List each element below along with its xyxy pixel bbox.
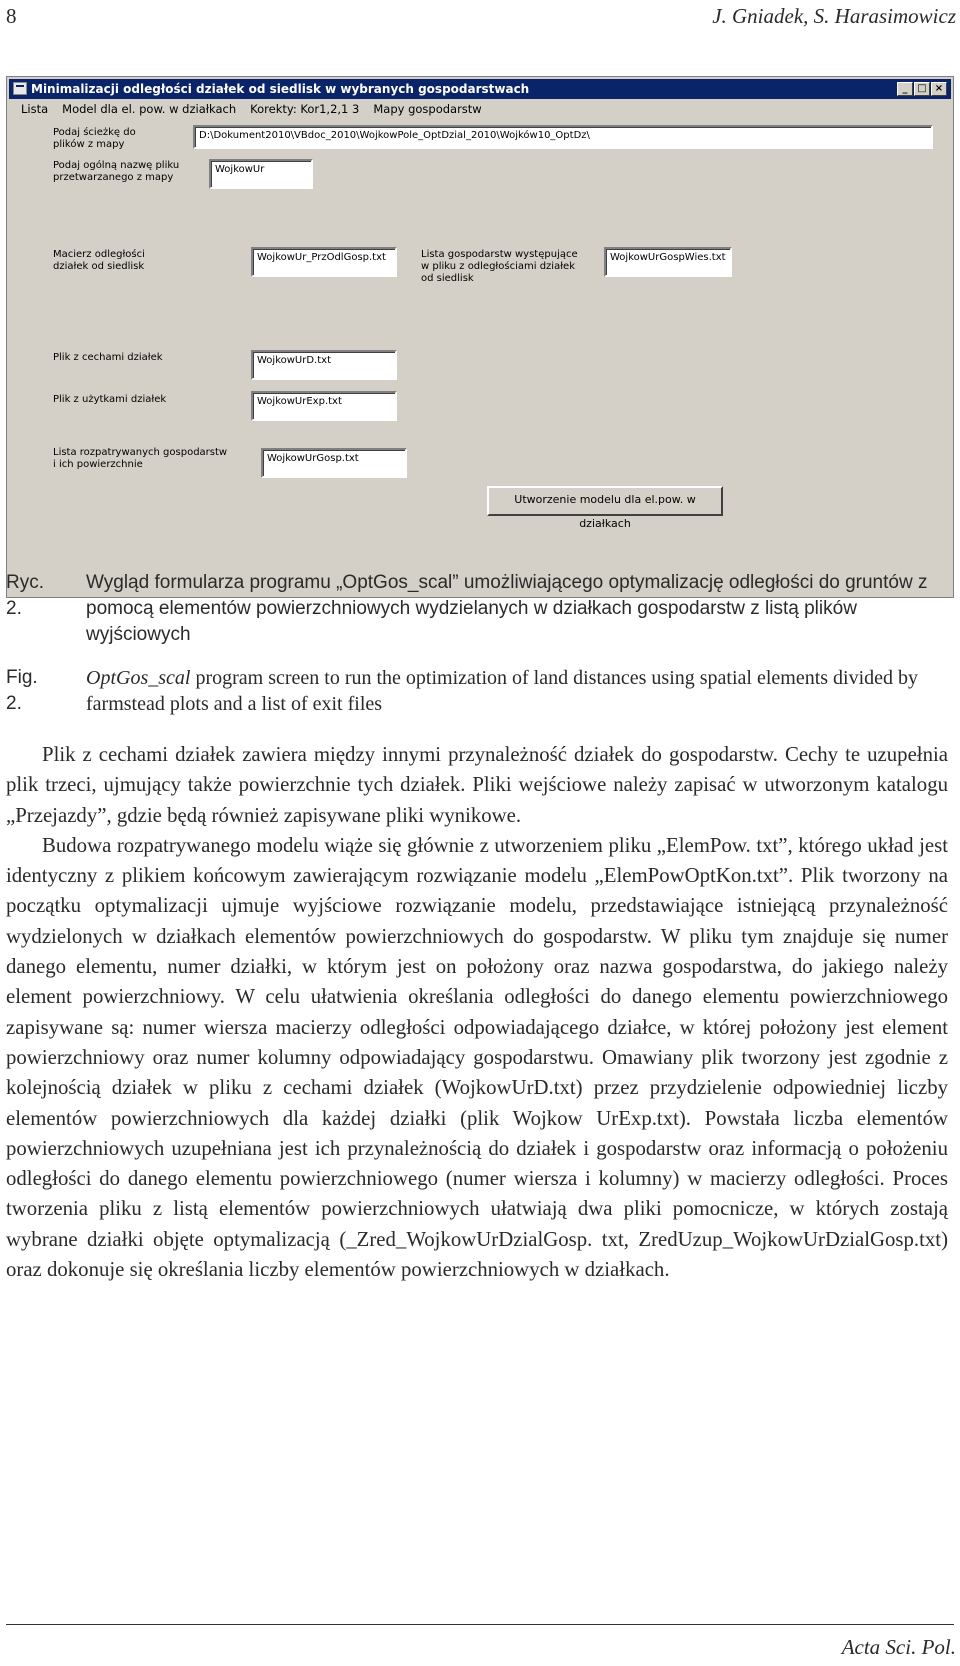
window-titlebar [9,79,951,99]
window-controls [897,82,947,96]
considered-input[interactable]: WojkowUrGosp.txt [261,448,407,478]
page-number: 8 [6,4,17,28]
caption-text-en-wrapper [86,665,952,717]
caption-program-name: OptGos_scal [86,667,191,689]
minimize-button[interactable]: _ [897,82,913,96]
close-button[interactable]: × [931,82,947,96]
maximize-button[interactable]: □ [914,82,930,96]
paragraph-1: Plik z cechami działek zawiera między innymi przynależność działek do gospodarstw. Cechy te uzupełnia plik trzeci, ujmujący także powierzchnie tych działek. Pliki wejściowe należy zapisać w utworzonym katalogu „Przejazdy”, gdzie będą również zapisywane pliki wynikowe. [6,743,948,827]
areas-input[interactable]: WojkowUrExp.txt [251,391,397,421]
footer-journal: Acta Sci. Pol. [841,1635,956,1659]
caption-label-en: Fig. 2. [6,667,38,714]
features-input[interactable]: WojkowUrD.txt [251,350,397,380]
label-areas: Plik z użytkami działek [53,394,167,405]
caption-text-en: program screen to run the optimization of land distances using spatial elements divided by farmstead plots and a list of exit files [86,667,919,715]
menubar [9,100,951,118]
farm-list-input[interactable]: WojkowUrGospWies.txt [604,247,732,277]
app-icon [13,82,27,95]
paragraph-2: Budowa rozpatrywanego modelu wiąże się głównie z utworzeniem pliku „ElemPow. txt”, którego układ jest identyczny z plikiem końcowym zawierającym rozwiązanie modelu „ElemPowOptKon.txt”. Plik tworzony na początku optymalizacji ujmuje wyjściowe rozwiązanie modelu, przedstawiające istniejącą przynależność wydzielonych w działkach elementów powierzchniowych do gospodarstw. W pliku tym znajduje się numer danego elementu, numer działki, w którym jest on położony oraz nazwa gospodarstwa, do jakiego należy element powierzchniowy. W celu ułatwienia określania odległości do danego elementu powierzchniowego zapisywane są: numer wiersza macierzy odległości odpowiadającego działce, w której położony jest element powierzchniowy oraz numer kolumny odpowiadający gospodarstwu. Omawiany plik tworzony jest zgodnie z kolejnością działek w pliku z cechami działek (WojkowUrD.txt) przez przydzielenie odpowiedniej liczby elementów powierzchniowych dla każdej działki (plik Wojkow UrExp.txt). Powstała liczba elementów powierzchniowych uzupełniana jest ich przynależnością do działek i gospodarstw oraz informacją o położeniu odległości do danego elementu powierzchniowego (numer wiersza i kolumny) w macierzy odległości. Proces tworzenia pliku z listą elementów powierzchniowych ułatwiają dwa pliki pomocnicze, w których zostają wybrane działki objęte optymalizacją (_Zred_WojkowUrDzialGosp. txt, ZredUzup_WojkowUrDzialGosp.txt) oraz dokonuje się określania liczby elementów powierzchniowych w działkach. [6,833,948,1282]
create-model-button[interactable]: Utworzenie modelu dla el.pow. w działkach [487,486,723,516]
label-path: Podaj ścieżkę do plików z mapy [53,127,136,150]
path-input[interactable]: D:\Dokument2010\VBdoc_2010\WojkowPole_OptDzial_2010\Wojków10_OptDz\ [193,125,933,149]
name-input[interactable]: WojkowUr [209,159,313,189]
menu-lista[interactable]: Lista [21,102,49,116]
matrix-input[interactable]: WojkowUr_PrzOdlGosp.txt [251,247,397,277]
label-features: Plik z cechami działek [53,352,163,363]
caption-text-pl: Wygląd formularza programu „OptGos_scal” umożliwiającego optymalizację odległości do gruntów z pomocą elementów powierzchniowych wydzielanych w działkach gospodarstw z listą plików wyjściowych [86,572,928,645]
label-name: Podaj ogólną nazwę pliku przetwarzanego z mapy [53,160,180,183]
body-text [6,740,948,1285]
app-window-screenshot [6,76,954,598]
label-considered: Lista rozpatrywanych gospodarstw i ich powierzchnie [53,447,228,470]
menu-korekty[interactable]: Korekty: Kor1,2,1 3 [250,102,360,116]
label-farm-list: Lista gospodarstw występujące w pliku z odległościami działek od siedlisk [421,249,578,284]
label-matrix: Macierz odległości działek od siedlisk [53,249,145,272]
window-title: Minimalizacji odległości działek od siedlisk w wybranych gospodarstwach [31,82,530,96]
footer-rule [6,1624,954,1625]
menu-model[interactable]: Model dla el. pow. w działkach [62,102,237,116]
running-head-authors: J. Gniadek, S. Harasimowicz [712,4,956,28]
menu-mapy[interactable]: Mapy gospodarstw [373,102,482,116]
caption-label-pl: Ryc. 2. [6,572,44,619]
